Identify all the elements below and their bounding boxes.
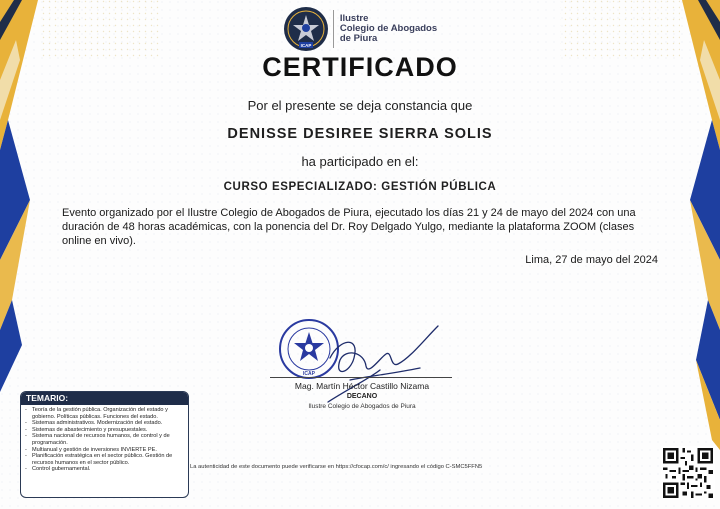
- signature-line: [270, 377, 452, 378]
- verification-text: La autenticidad de este documento puede verificarse en https://cfocap.com/c/ ingresando el código C-SMC5FFN5: [190, 464, 483, 470]
- org-line-2: Colegio de Abogados: [339, 23, 438, 34]
- header-seal-acronym: ICAP: [300, 43, 312, 48]
- syllabus-item: - Control gubernamental.: [24, 466, 185, 473]
- intro-text: Por el presente se deja constancia que: [247, 98, 473, 113]
- handwritten-signature: [320, 318, 446, 404]
- organization-name: [340, 14, 437, 44]
- participated-text: ha participado en el:: [301, 154, 419, 169]
- signature-seal-acronym: ICAP: [303, 371, 315, 377]
- org-line-3: de Piura: [339, 33, 378, 44]
- header-divider: [333, 10, 334, 48]
- syllabus-item: - Teoría de la gestión pública. Organización del estado y gobierno. Políticas públicas. Funciones del estado.: [24, 407, 185, 420]
- syllabus-box: [20, 391, 189, 498]
- seal-icon: [283, 6, 329, 52]
- syllabus-item: - Sistema nacional de recursos humanos, de control y de programación.: [24, 433, 185, 446]
- certificate-title: CERTIFICADO: [262, 52, 458, 82]
- qr-code-icon[interactable]: [661, 446, 715, 500]
- header: [0, 6, 720, 52]
- signer-role: DECANO: [346, 393, 378, 400]
- course-title: CURSO ESPECIALIZADO: GESTIÓN PÚBLICA: [223, 181, 497, 193]
- place-date: Lima, 27 de mayo del 2024: [525, 254, 658, 266]
- signer-organization: Ilustre Colegio de Abogados de Piura: [308, 403, 416, 410]
- org-line-1: Ilustre: [339, 13, 369, 24]
- syllabus-item: - Sistemas administrativos. Modernización del estado.: [24, 420, 185, 427]
- event-description: Evento organizado por el Ilustre Colegio de Abogados de Piura, ejecutado los días 21 y 24 de mayo del 2024 con una duración de 48 horas académicas, con la ponencia del Dr. Roy Delgado Yulgo, mediante la plataforma ZOOM (clases online en vivo).: [62, 207, 636, 247]
- syllabus-item: - Multianual y gestión de inversiones INVIERTE PE.: [24, 447, 185, 454]
- syllabus-item: - Sistemas de abastecimiento y presupuestales.: [24, 427, 185, 434]
- syllabus-list: [21, 407, 188, 473]
- syllabus-title: TEMARIO:: [21, 392, 188, 405]
- recipient-name: DENISSE DESIREE SIERRA SOLIS: [227, 126, 493, 142]
- signer-name: Mag. Martín Héctor Castillo Nizama: [294, 381, 430, 391]
- syllabus-item: - Planificación estratégica en el sector público. Gestión de recursos humanos en el sector público.: [24, 453, 185, 466]
